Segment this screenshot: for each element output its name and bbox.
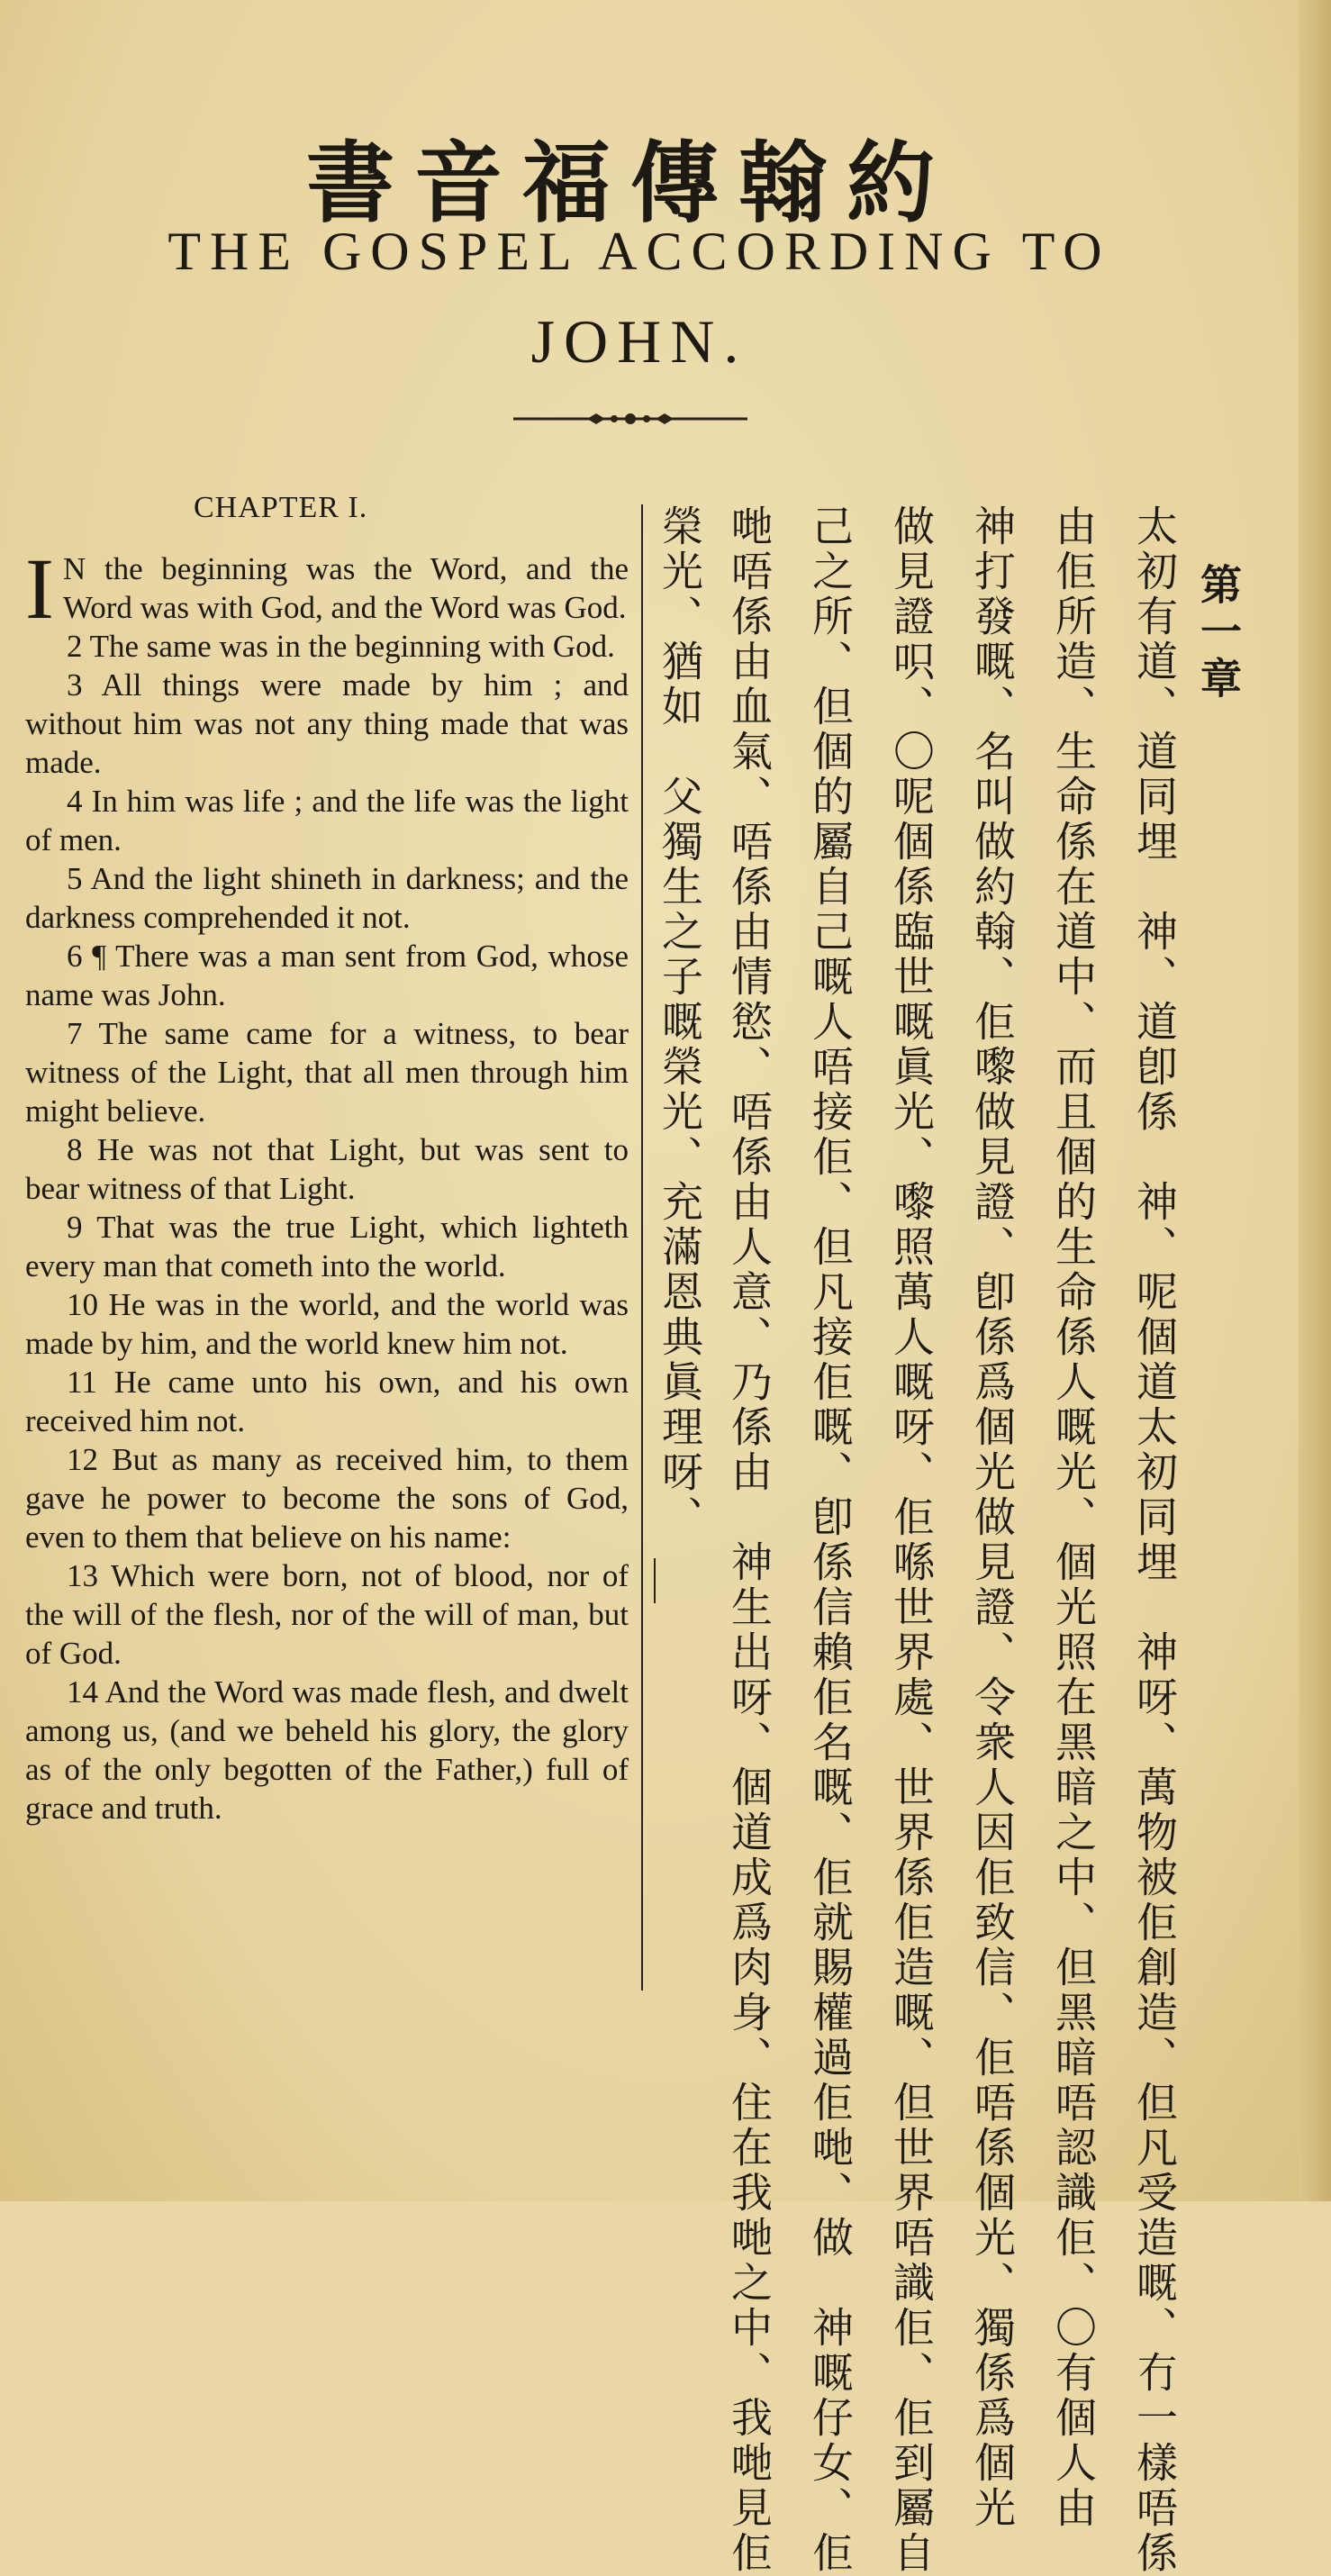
chinese-column-6: 哋唔係由血氣、唔係由情慾、唔係由人意、乃係由 神生出呀、個道成爲肉身、住在我哋之中、我哋見佢 — [725, 504, 774, 2576]
chinese-column-5: 己之所、但個的屬自己嘅人唔接佢、但凡接佢嘅、卽係信賴佢名嘅、佢就賜權過佢哋、做 神嘅仔女、佢 — [806, 504, 855, 2576]
verse-14: 14 And the Word was made flesh, and dwelt among us, (and we beheld his glory, the glory as of the only begotten of the Father,) full of grace and truth. — [25, 1674, 629, 1826]
verse-5: 5 And the light shineth in darkness; and the darkness comprehended it not. — [25, 861, 629, 935]
verse-8: 8 He was not that Light, but was sent to bear witness of that Light. — [25, 1132, 629, 1206]
chinese-column-4: 做見證呮、〇呢個係臨世嘅眞光、嚟照萬人嘅呀、佢喺世界處、世界係佢造嘅、但世界唔識佢、佢到屬自 — [887, 504, 936, 2576]
verse-1 — [25, 540, 629, 637]
verse-4: 4 In him was life ; and the life was the light of men. — [25, 784, 629, 857]
verse-10: 10 He was in the world, and the world was made by him, and the world knew him not. — [25, 1287, 629, 1361]
chinese-column-2: 由佢所造、生命係在道中、而且個的生命係人嘅光、個光照在黑暗之中、但黑暗唔認識佢、〇有個人由 — [1049, 504, 1098, 2531]
verse-13: 13 Which were born, not of blood, nor of the will of the flesh, nor of the will of man, but of God. — [25, 1558, 629, 1671]
column-divider — [641, 504, 643, 1991]
column-divider-mark — [654, 1558, 656, 1603]
english-chapter-heading: CHAPTER I. — [194, 491, 368, 524]
verse-12: 12 But as many as received him, to them gave he power to become the sons of God, even to them that believe on his name: — [25, 1442, 629, 1555]
verse-7: 7 The same came for a witness, to bear witness of the Light, that all men through him might believe. — [25, 1016, 629, 1129]
drop-cap: I — [25, 540, 54, 637]
chinese-chapter-heading: 第一章 — [1194, 563, 1243, 703]
title-ornament — [513, 410, 747, 428]
verse-3: 3 All things were made by him ; and without him was not any thing made that was made. — [25, 667, 629, 780]
english-title-line1: THE GOSPEL ACCORDING TO — [168, 222, 1111, 281]
verse-1-text: N the beginning was the Word, and the Word was with God, and the Word was God. — [62, 551, 629, 625]
chinese-column-1: 太初有道、道同埋 神、道卽係 神、呢個道太初同埋 神呀、萬物被佢創造、但凡受造嘅、冇一樣唔係 — [1130, 504, 1179, 2576]
verse-2: 2 The same was in the beginning with God. — [67, 629, 615, 664]
english-title-line2: JOHN. — [530, 307, 748, 376]
verse-9: 9 That was the true Light, which lighteth every man that cometh into the world. — [25, 1210, 629, 1283]
chinese-title: 書音福傳翰約 — [305, 132, 955, 235]
chinese-column-3: 神打發嘅、名叫做約翰、佢嚟做見證、卽係爲個光做見證、令衆人因佢致信、佢唔係個光、獨係爲個光 — [968, 504, 1017, 2531]
verse-11: 11 He came unto his own, and his own received him not. — [25, 1365, 629, 1438]
verse-6: 6 ¶ There was a man sent from God, whose name was John. — [25, 939, 629, 1012]
english-text-column — [25, 540, 629, 1828]
page-edge — [1299, 0, 1331, 2201]
chinese-column-7: 榮光、猶如 父獨生之子嘅榮光、充滿恩典眞理呀、 — [656, 504, 704, 1540]
